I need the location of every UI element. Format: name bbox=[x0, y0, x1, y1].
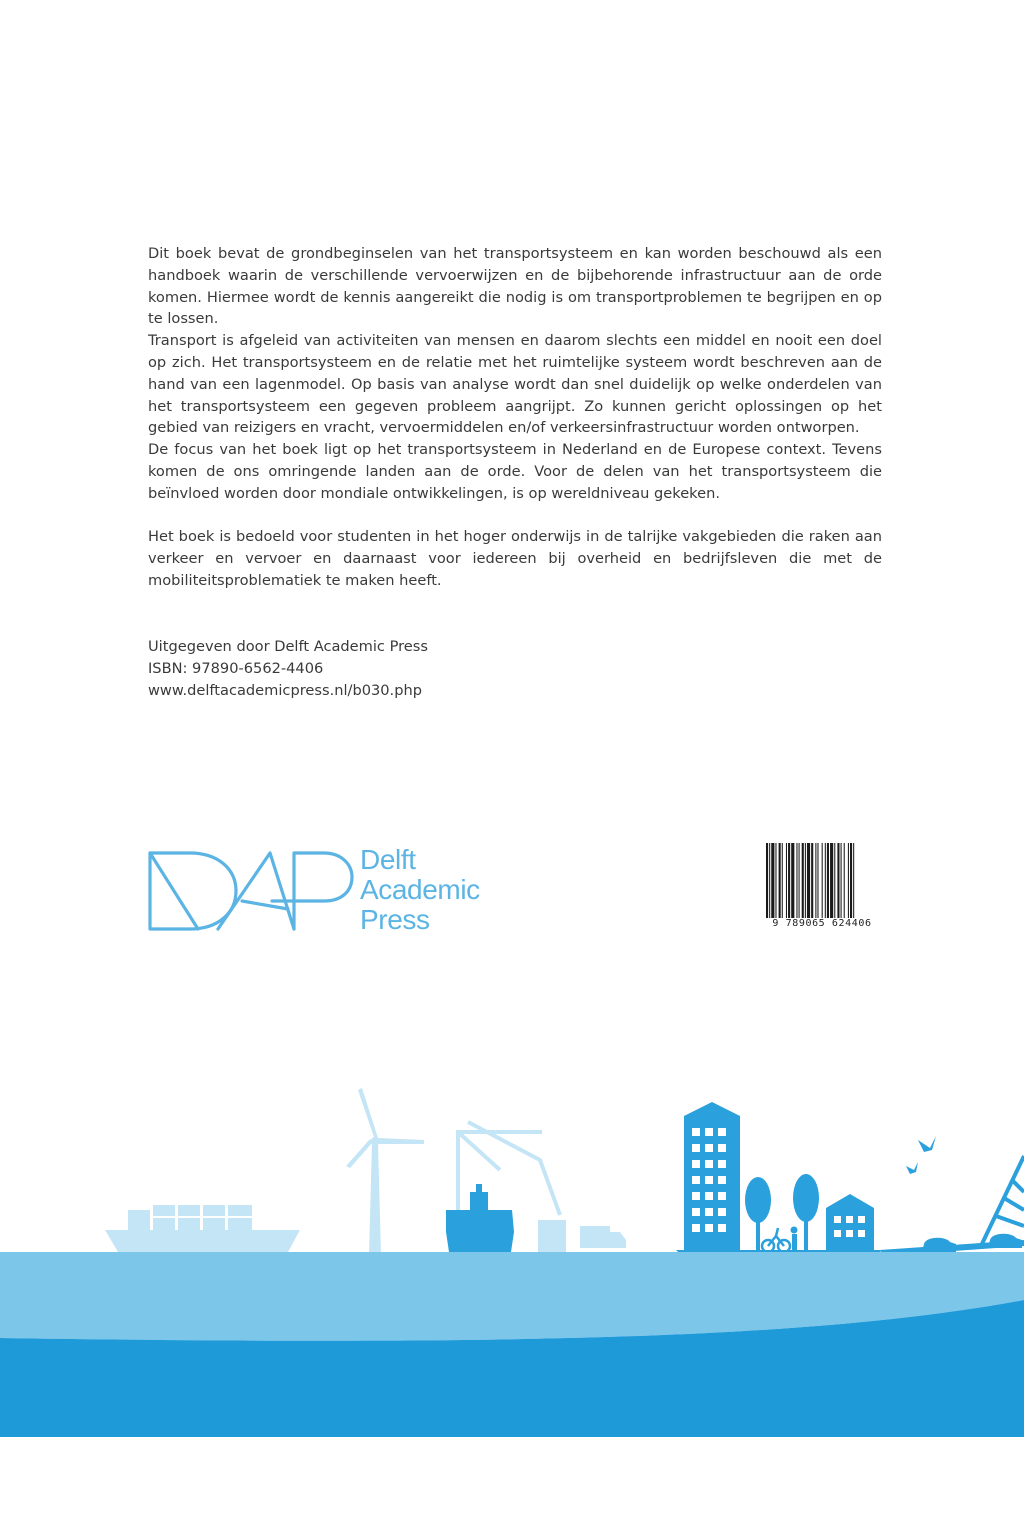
barcode-bar bbox=[817, 843, 818, 921]
truck-icon bbox=[580, 1226, 626, 1248]
publisher-url: www.delftacademicpress.nl/b030.php bbox=[148, 681, 422, 699]
birds-icon bbox=[906, 1136, 936, 1174]
barcode-bar bbox=[837, 843, 839, 921]
barcode-bar bbox=[782, 843, 783, 921]
description-paragraph-1: Dit boek bevat de grondbeginselen van het transportsysteem en kan worden beschouwd als een handboek waarin de verschillende vervoerwijzen en de bijbehorende infrastructuur aan de orde komen. Hiermee wordt de kennis aangereikt die nodig is om transportproblemen te begrijpen en op te lossen. bbox=[148, 245, 882, 328]
wind-turbine-icon bbox=[346, 1088, 424, 1255]
barcode-bar bbox=[805, 843, 806, 921]
barcode-bar bbox=[834, 843, 835, 921]
crane-base bbox=[538, 1220, 566, 1256]
barcode-bar bbox=[807, 843, 810, 921]
barcode-bar bbox=[771, 843, 774, 921]
description-paragraph-2: Transport is afgeleid van activiteiten van mensen en daarom slechts een middel en nooit een doel op zich. Het transportsysteem en de relatie met het ruimtelijke systeem wordt beschreven aan de hand van een lagenmodel. Op basis van analyse wordt dan snel duidelijk op welke onderdelen van het transportsysteem een gegeven probleem aangrijpt. Zo kunnen gericht oplossingen op het gebied van reizigers en vracht, vervoermiddelen en/of verkeersinfrastructuur worden ontworpen. bbox=[148, 332, 882, 437]
barcode-bar bbox=[791, 843, 794, 921]
logo-word-press: Press bbox=[360, 904, 430, 935]
cyclist-icon bbox=[762, 1228, 790, 1252]
barcode-bar bbox=[811, 843, 813, 921]
barcode-bar bbox=[796, 843, 797, 921]
barcode-bar bbox=[830, 843, 833, 921]
transport-skyline-illustration bbox=[0, 1080, 1024, 1437]
description-paragraph-4: Het boek is bedoeld voor studenten in het hoger onderwijs in de talrijke vakgebieden die raken aan verkeer en vervoer en daarnaast voor iedereen bij overheid en bedrijfsleven die met de mobiliteitsproblematiek te maken heeft. bbox=[148, 528, 882, 589]
barcode-bar bbox=[802, 843, 804, 921]
barcode-bar bbox=[786, 843, 787, 921]
description-paragraph-3: De focus van het boek ligt op het transportsysteem in Nederland en de Europese context. Tevens komen de ons omringende landen aan de orde. Voor de delen van het transportsysteem die beïnvloed worden door mondiale ontwikkelingen, is op wereldniveau gekeken. bbox=[148, 441, 882, 502]
barcode-bar bbox=[779, 843, 781, 921]
barcode-bar bbox=[825, 843, 826, 921]
barcode-bar bbox=[841, 843, 842, 921]
logo-word-academic: Academic bbox=[360, 874, 480, 905]
barcode-bar bbox=[775, 843, 776, 921]
barcode-bar bbox=[769, 843, 770, 921]
isbn-line: ISBN: 97890-6562-4406 bbox=[148, 659, 324, 677]
description-text bbox=[148, 243, 882, 592]
house-icon bbox=[826, 1194, 874, 1256]
barcode-bar bbox=[788, 843, 790, 921]
barcode-bar bbox=[848, 843, 849, 921]
barcode-bar bbox=[766, 843, 768, 921]
barcode-bar bbox=[850, 843, 852, 921]
barcode-bar bbox=[827, 843, 829, 921]
person-icon bbox=[791, 1227, 798, 1234]
logo-word-delft: Delft bbox=[360, 844, 416, 875]
paragraph-spacer bbox=[148, 505, 882, 527]
barcode-bar bbox=[853, 843, 854, 921]
cargo-ship-icon bbox=[105, 1205, 300, 1252]
publisher-info bbox=[148, 636, 428, 701]
barcode-bar bbox=[822, 843, 823, 921]
barcode-digits: 9 789065 624406 bbox=[760, 918, 884, 930]
apartment-tower-icon bbox=[684, 1102, 740, 1256]
logo-wordmark bbox=[360, 845, 480, 935]
published-by-line: Uitgegeven door Delft Academic Press bbox=[148, 638, 428, 655]
barcode-bar bbox=[844, 843, 845, 921]
barcode-bar bbox=[815, 843, 816, 921]
barcode-bar bbox=[799, 843, 800, 921]
